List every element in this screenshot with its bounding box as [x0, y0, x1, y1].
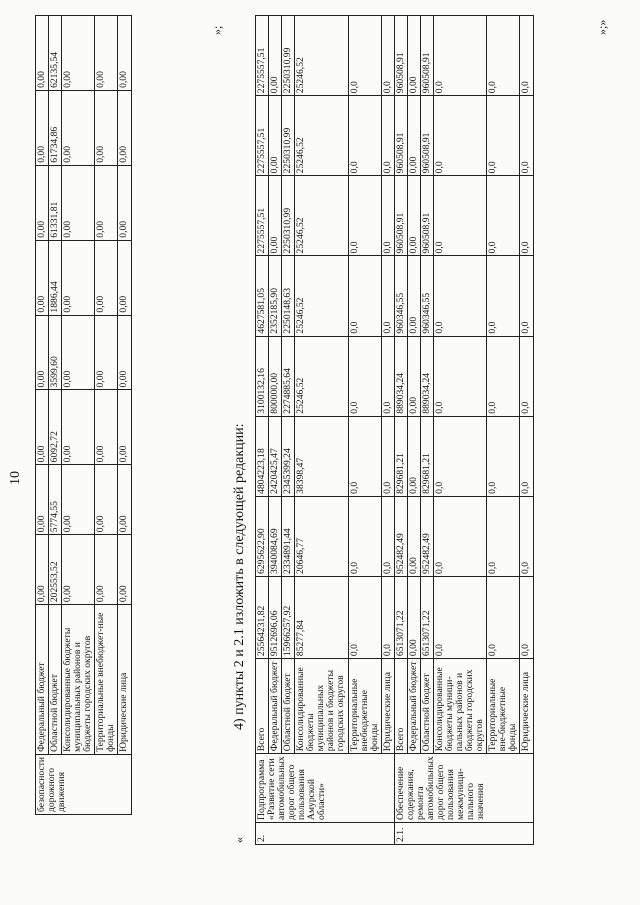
funding-table-bottom — [255, 15, 534, 845]
value-cell: 0,0 — [487, 576, 520, 658]
value-cell: 85277,84 — [295, 576, 348, 658]
value-cell: 6295622,90 — [256, 496, 269, 576]
value-cell: 0,0 — [433, 336, 486, 416]
value-cell: 202553,52 — [49, 535, 62, 605]
value-cell: 0,0 — [381, 176, 394, 256]
value-cell: 0,00 — [118, 465, 131, 535]
funding-source: Консолидированные бюджеты муници-пальных районов и бюджеты городских округов — [433, 659, 486, 754]
value-cell: 25246,52 — [295, 256, 348, 336]
value-cell: 960508,91 — [394, 16, 407, 96]
value-cell: 0,00 — [118, 90, 131, 165]
value-cell: 0,0 — [520, 256, 533, 336]
table-row — [487, 16, 520, 845]
value-cell: 0,0 — [433, 176, 486, 256]
amendment-heading: 4) пункты 2 и 2.1 изложить в следующей редакции: — [232, 423, 247, 730]
value-cell: 0,0 — [520, 176, 533, 256]
value-cell: 9512696,06 — [269, 576, 282, 658]
value-cell: 0,0 — [348, 416, 381, 496]
value-cell: 829681,21 — [420, 416, 433, 496]
table-row — [348, 16, 381, 845]
value-cell: 0,0 — [381, 416, 394, 496]
value-cell: 0,00 — [95, 165, 118, 240]
value-cell: 0,00 — [36, 16, 49, 91]
value-cell: 0,0 — [520, 496, 533, 576]
value-cell: 0,00 — [95, 240, 118, 315]
value-cell: 0,0 — [487, 16, 520, 96]
value-cell: 0,0 — [487, 256, 520, 336]
value-cell: 0,00 — [95, 16, 118, 91]
quote-open: « — [232, 837, 246, 843]
category-label: безопасности дорожного движения — [36, 754, 132, 814]
value-cell: 0,0 — [487, 416, 520, 496]
value-cell: 25246,52 — [295, 336, 348, 416]
value-cell: 0,0 — [433, 416, 486, 496]
value-cell: 0,0 — [348, 496, 381, 576]
value-cell: 2345399,24 — [282, 416, 295, 496]
value-cell: 4627581,05 — [256, 256, 269, 336]
value-cell: 0,0 — [381, 336, 394, 416]
value-cell: 25246,52 — [295, 96, 348, 176]
value-cell: 0,00 — [36, 165, 49, 240]
table-row — [269, 16, 282, 845]
value-cell: 0,00 — [118, 315, 131, 390]
value-cell: 0,0 — [348, 16, 381, 96]
value-cell: 2275557,51 — [256, 176, 269, 256]
value-cell: 0,00 — [118, 16, 131, 91]
value-cell: 0,00 — [118, 390, 131, 465]
value-cell: 0,0 — [348, 96, 381, 176]
value-cell: 0,0 — [381, 16, 394, 96]
value-cell: 62135,54 — [49, 16, 62, 91]
value-cell: 3100132,16 — [256, 336, 269, 416]
value-cell: 0,00 — [62, 16, 95, 91]
value-cell: 2275557,51 — [256, 96, 269, 176]
value-cell: 0,0 — [433, 576, 486, 658]
value-cell: 960508,91 — [394, 176, 407, 256]
funding-source: Консолидированные бюджеты муниципальных районов и бюджеты городских округов — [62, 605, 95, 755]
value-cell: 0,0 — [433, 496, 486, 576]
value-cell: 0,0 — [381, 576, 394, 658]
value-cell: 0,0 — [433, 256, 486, 336]
value-cell: 0,0 — [381, 496, 394, 576]
table-row — [295, 16, 348, 845]
funding-source: Юридические лица — [381, 659, 394, 754]
value-cell: 2250310,99 — [282, 16, 295, 96]
funding-source: Территориальные внебюджет-ные фонды — [95, 605, 118, 755]
value-cell: 2250148,63 — [282, 256, 295, 336]
table-row — [381, 16, 394, 845]
value-cell: 20646,77 — [295, 496, 348, 576]
table-row — [433, 16, 486, 845]
value-cell: 960508,91 — [420, 16, 433, 96]
quote-close-bottom: »;» — [595, 19, 609, 35]
value-cell: 0,0 — [487, 96, 520, 176]
value-cell: 0,00 — [269, 96, 282, 176]
value-cell: 0,0 — [487, 496, 520, 576]
value-cell: 889034,24 — [394, 336, 407, 416]
table-row — [62, 16, 95, 815]
value-cell: 0,0 — [381, 96, 394, 176]
value-cell: 960346,55 — [420, 256, 433, 336]
value-cell: 6513071,22 — [394, 576, 407, 658]
value-cell: 5774,55 — [49, 465, 62, 535]
value-cell: 25246,52 — [295, 176, 348, 256]
value-cell: 0,00 — [36, 315, 49, 390]
value-cell: 61734,86 — [49, 90, 62, 165]
table-row — [95, 16, 118, 815]
funding-source: Областной бюджет — [282, 659, 295, 754]
value-cell: 0,00 — [95, 90, 118, 165]
value-cell: 25564231,82 — [256, 576, 269, 658]
value-cell: 0,00 — [36, 90, 49, 165]
value-cell: 0,00 — [407, 176, 420, 256]
section-title: Обеспечение содержания, ремонта автомобильных дорог общего пользования межмуници-пального значения — [394, 754, 533, 823]
value-cell: 0,0 — [433, 96, 486, 176]
table-row — [49, 16, 62, 815]
value-cell: 0,00 — [407, 416, 420, 496]
value-cell: 0,0 — [348, 256, 381, 336]
funding-table-top — [35, 15, 132, 815]
value-cell: 0,0 — [520, 576, 533, 658]
funding-source: Юридические лица — [118, 605, 131, 755]
value-cell: 2250310,99 — [282, 176, 295, 256]
value-cell: 61331,81 — [49, 165, 62, 240]
value-cell: 829681,21 — [394, 416, 407, 496]
value-cell: 0,0 — [433, 16, 486, 96]
value-cell: 0,00 — [62, 390, 95, 465]
value-cell: 3599,60 — [49, 315, 62, 390]
table-row — [256, 16, 269, 845]
value-cell: 0,00 — [95, 390, 118, 465]
value-cell: 0,00 — [36, 240, 49, 315]
value-cell: 0,00 — [62, 535, 95, 605]
value-cell: 2352185,90 — [269, 256, 282, 336]
value-cell: 2420425,47 — [269, 416, 282, 496]
value-cell: 0,0 — [520, 16, 533, 96]
page-number: 10 — [8, 471, 23, 485]
value-cell: 0,00 — [118, 535, 131, 605]
value-cell: 0,0 — [487, 176, 520, 256]
funding-source: Федеральный бюджет — [36, 605, 49, 755]
value-cell: 0,0 — [520, 416, 533, 496]
value-cell: 0,00 — [269, 176, 282, 256]
value-cell: 0,00 — [62, 90, 95, 165]
table-row — [118, 16, 131, 815]
value-cell: 952482,49 — [394, 496, 407, 576]
value-cell: 0,00 — [118, 165, 131, 240]
value-cell: 0,00 — [407, 336, 420, 416]
funding-source: Территориальные внебюджетные фонды — [348, 659, 381, 754]
value-cell: 0,00 — [62, 240, 95, 315]
value-cell: 0,00 — [95, 535, 118, 605]
value-cell: 960346,55 — [394, 256, 407, 336]
value-cell: 0,00 — [407, 16, 420, 96]
value-cell: 0,0 — [348, 336, 381, 416]
value-cell: 2334891,44 — [282, 496, 295, 576]
funding-source: Федеральный бюджет — [407, 659, 420, 754]
value-cell: 15966257,92 — [282, 576, 295, 658]
value-cell: 0,0 — [520, 336, 533, 416]
value-cell: 0,00 — [269, 16, 282, 96]
value-cell: 960508,91 — [394, 96, 407, 176]
funding-source: Федеральный бюджет — [269, 659, 282, 754]
value-cell: 6092,72 — [49, 390, 62, 465]
value-cell: 1886,44 — [49, 240, 62, 315]
value-cell: 0,00 — [95, 315, 118, 390]
value-cell: 2274885,64 — [282, 336, 295, 416]
table-row — [394, 16, 407, 845]
funding-source: Областной бюджет — [420, 659, 433, 754]
table-row — [36, 16, 49, 815]
funding-source: Территориальные вне-бюджетные фонды — [487, 659, 520, 754]
table-row — [282, 16, 295, 845]
funding-source: Всего — [256, 659, 269, 754]
value-cell: 0,00 — [36, 390, 49, 465]
value-cell: 4804223,18 — [256, 416, 269, 496]
value-cell: 0,00 — [407, 96, 420, 176]
value-cell: 0,00 — [407, 256, 420, 336]
value-cell: 0,0 — [487, 336, 520, 416]
value-cell: 0,00 — [118, 240, 131, 315]
value-cell: 0,00 — [62, 315, 95, 390]
value-cell: 960508,91 — [420, 176, 433, 256]
value-cell: 3940084,69 — [269, 496, 282, 576]
section-number: 2. — [256, 822, 395, 844]
value-cell: 0,00 — [95, 465, 118, 535]
value-cell: 960508,91 — [420, 96, 433, 176]
value-cell: 952482,49 — [420, 496, 433, 576]
value-cell: 0,00 — [36, 465, 49, 535]
value-cell: 0,0 — [381, 256, 394, 336]
value-cell: 0,00 — [62, 165, 95, 240]
value-cell: 0,00 — [407, 576, 420, 658]
funding-source: Юридические лица — [520, 659, 533, 754]
section-title: Подпрограмма «Развитие сети автомобильных дорог общего пользования Амурской области» — [256, 754, 395, 823]
value-cell: 800000,00 — [269, 336, 282, 416]
quote-close-top: »; — [210, 25, 224, 35]
value-cell: 0,00 — [407, 496, 420, 576]
table-row — [520, 16, 533, 845]
value-cell: 0,0 — [348, 176, 381, 256]
value-cell: 0,00 — [36, 535, 49, 605]
table-row — [420, 16, 433, 845]
table-row — [407, 16, 420, 845]
value-cell: 2250310,99 — [282, 96, 295, 176]
funding-source: Областной бюджет — [49, 605, 62, 755]
value-cell: 38398,47 — [295, 416, 348, 496]
value-cell: 2275557,51 — [256, 16, 269, 96]
funding-source: Консолидированные бюджеты муниципальных районов и бюджеты городских округов — [295, 659, 348, 754]
value-cell: 0,00 — [62, 465, 95, 535]
value-cell: 25246,52 — [295, 16, 348, 96]
value-cell: 889034,24 — [420, 336, 433, 416]
funding-source: Всего — [394, 659, 407, 754]
value-cell: 0,0 — [520, 96, 533, 176]
section-number: 2.1. — [394, 822, 533, 844]
value-cell: 6513071,22 — [420, 576, 433, 658]
value-cell: 0,0 — [348, 576, 381, 658]
